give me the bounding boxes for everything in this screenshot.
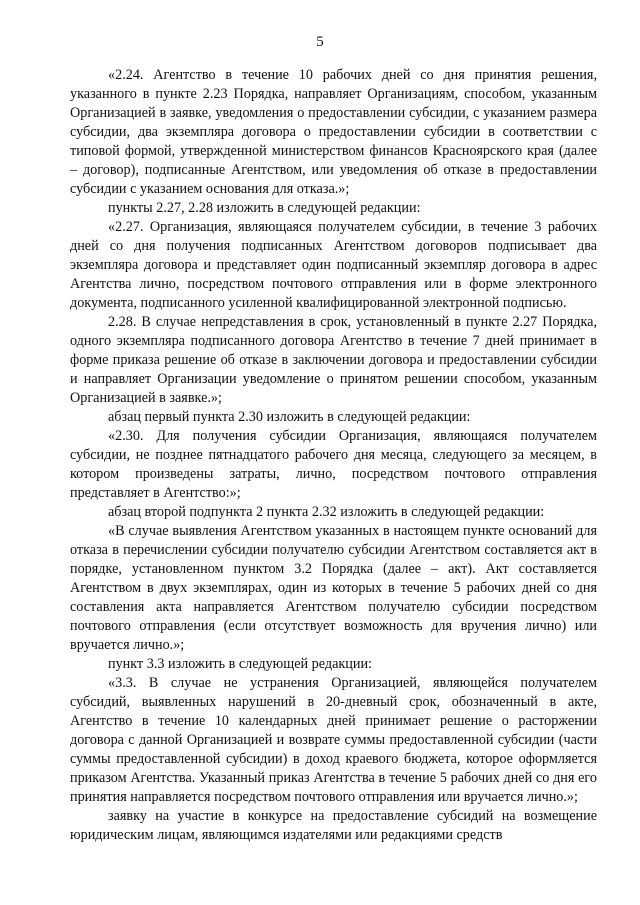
document-body (70, 66, 597, 845)
paragraph-2-24: «2.24. Агентство в течение 10 рабочих дней со дня принятия решения, указанного в пункте 2.23 Порядка, направляет Организациям, способом, указанным Организацией в заявке, уведомления о предоставлении субсидии, с указанием размера субсидии, два экземпляра договора о предоставлении субсидии в соответствии с типовой формой, утвержденной министерством финансов Красноярского края (далее – договор), подписанные Агентством, или уведомления об отказе в предоставлении субсидии с указанием основания для отказа.»; (70, 67, 597, 197)
paragraph-2-32-text: «В случае выявления Агентством указанных в настоящем пункте оснований для отказа в перечислении субсидии получателю субсидии Агентством составляется акт в порядке, установленном пунктом 3.2 Порядка (далее – акт). Акт составляется Агентством в двух экземплярах, один из которых в течение 5 рабочих дней со дня составления акта направляется Агентством получателю субсидии посредством почтового отправления (если отсутствует возможность для вручения лично) или вручается лично.»; (70, 523, 597, 653)
page-number: 5 (316, 34, 324, 50)
paragraph-amend-2-30: абзац первый пункта 2.30 изложить в следующей редакции: (108, 409, 471, 425)
paragraph-2-27: «2.27. Организация, являющаяся получателем субсидии, в течение 3 рабочих дней со дня получения подписанных Агентством договоров подписывает два экземпляра договора и представляет один подписанный экземпляр договора в адрес Агентства лично, посредством почтового отправления или в форме электронного документа, подписанного усиленной квалифицированной электронной подписью. (70, 219, 597, 311)
paragraph-amend-3-3: пункт 3.3 изложить в следующей редакции: (108, 656, 372, 672)
paragraph-amend-2-27-2-28: пункты 2.27, 2.28 изложить в следующей редакции: (108, 200, 421, 216)
paragraph-3-3: «3.3. В случае не устранения Организацией, являющейся получателем субсидий, выявленных нарушений в 20-дневный срок, обозначенный в акте, Агентство в течение 10 календарных дней принимает решение о расторжении договора с данной Организацией и возврате суммы предоставленной субсидии (части суммы предоставленной субсидии) в доход краевого бюджета, которое оформляется приказом Агентства. Указанный приказ Агентства в течение 5 рабочих дней со дня его принятия направляется посредством почтового отправления или вручается лично.»; (70, 675, 597, 805)
paragraph-application: заявку на участие в конкурсе на предоставление субсидий на возмещение юридическим лицам, являющимся издателями или редакциями средств (70, 808, 597, 843)
paragraph-amend-2-32: абзац второй подпункта 2 пункта 2.32 изложить в следующей редакции: (108, 504, 545, 520)
paragraph-2-28: 2.28. В случае непредставления в срок, установленный в пункте 2.27 Порядка, одного экземпляра подписанного договора Агентство в течение 7 дней принимает в форме приказа решение об отказе в заключении договора и предоставлении субсидии и направляет Организации уведомление о принятом решении способом, указанным Организацией в заявке.»; (70, 314, 597, 406)
paragraph-2-30: «2.30. Для получения субсидии Организация, являющаяся получателем субсидии, не позднее пятнадцатого рабочего дня месяца, следующего за месяцем, в котором произведены затраты, лично, посредством почтового отправления представляет в Агентство:»; (70, 428, 597, 501)
